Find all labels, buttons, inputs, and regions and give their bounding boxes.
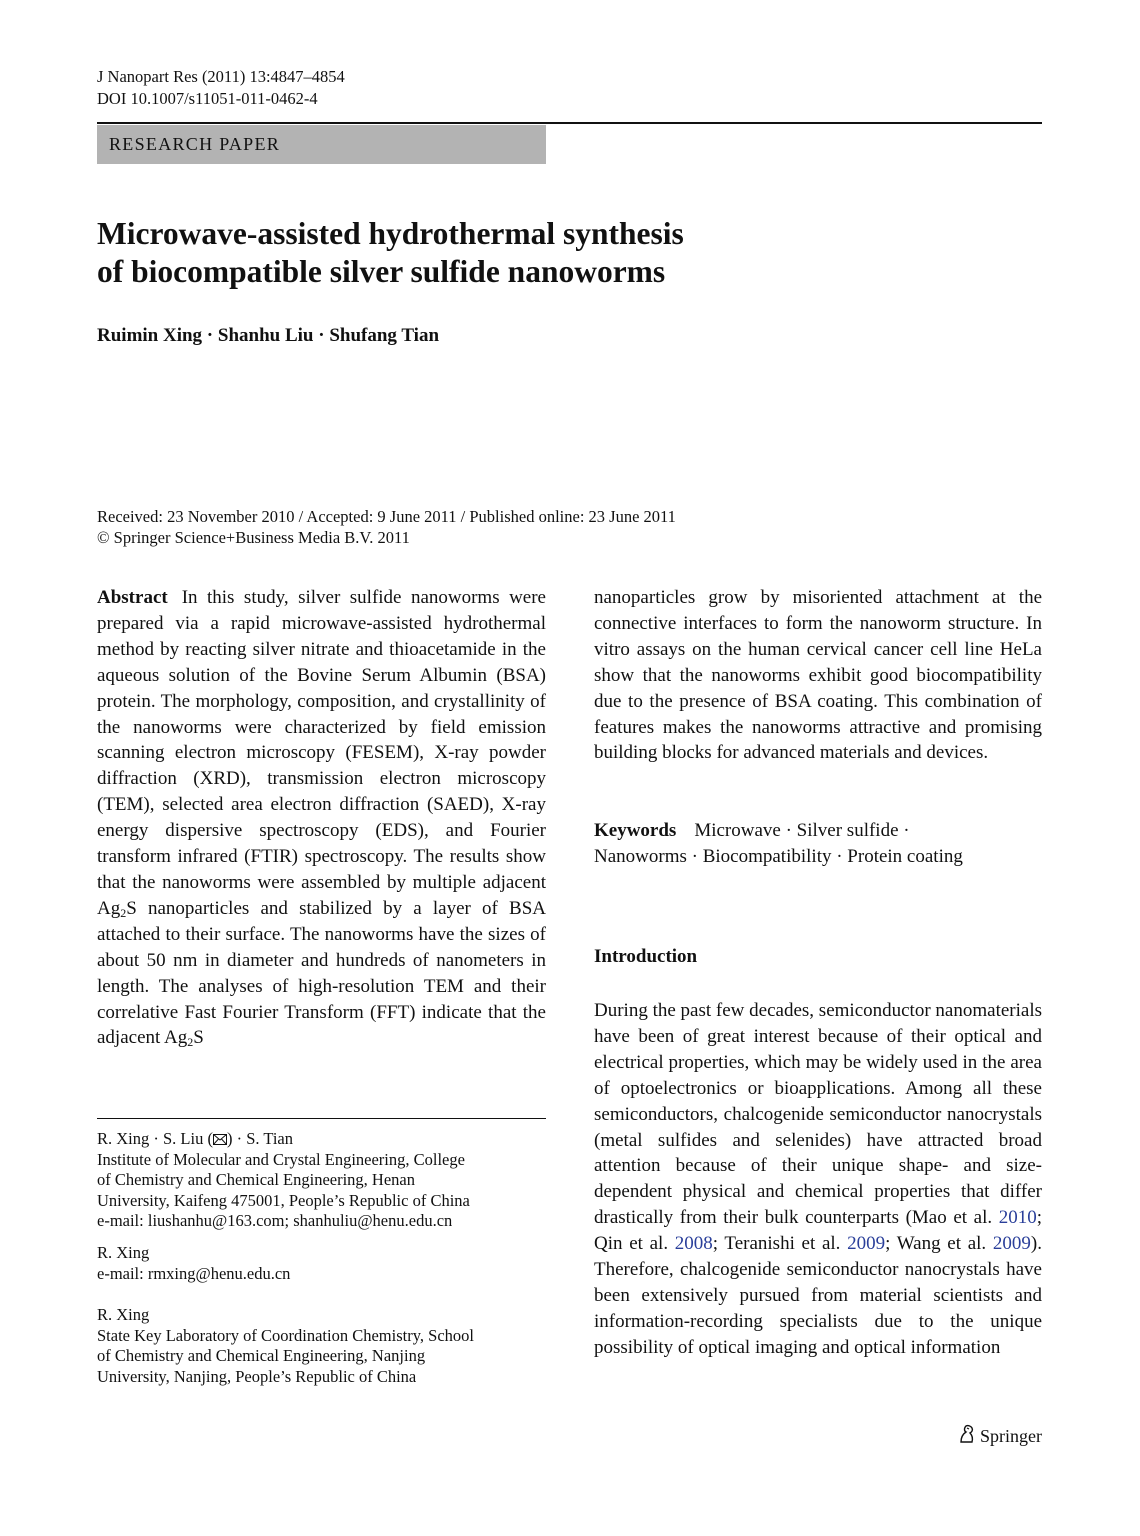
affiliation-line: University, Nanjing, People’s Republic of China: [97, 1366, 417, 1386]
keywords-label: Keywords: [594, 820, 677, 841]
publisher-name: Springer: [980, 1426, 1042, 1446]
publisher-logo: [958, 1424, 1042, 1449]
abstract-text: In this study, silver sulfide nanoworms were prepared via a rapid microwave-assisted hydrothermal method by reacting silver nitrate and thioacetamide in the aqueous solution of the Bovine Serum Albumin (BSA) protein. The morphology, composition, and crystallinity of the nanoworms were characterized by field emission scanning electron microscopy (FESEM), X-ray powder diffraction (XRD), transmission electron microscopy (TEM), selected area electron diffraction (SAED), X-ray energy dispersive spectroscopy (EDS), and Fourier transform infrared (FTIR) spectroscopy. The results show that the nanoworms were assembled by multiple adjacent Ag: [97, 587, 546, 919]
affiliation-line: of Chemistry and Chemical Engineering, Nanjing: [97, 1346, 426, 1365]
journal-header: [97, 66, 345, 110]
author-list: Ruimin Xing · Shanhu Liu · Shufang Tian: [97, 325, 440, 346]
article-type-banner: RESEARCH PAPER: [97, 125, 546, 164]
envelope-icon: [213, 1134, 227, 1145]
introduction-body: During the past few decades, semiconductor nanomaterials have been of great interest because of their optical and electrical properties, which may be widely used in the area of optoelectronics or bioapplications. Among all these semiconductors, chalcogenide semiconductor nanocrystals (metal sulfides and selenides) have attracted broad attention because of their unique shape- and size-dependent physical and chemical properties that differ drastically from their bulk counterparts (Mao et al. 2010; Qin et al. 2008; Teranishi et al. 2009; Wang et al. 2009). Therefore, chalcogenide semiconductor nanocrystals have been extensively pursued from material scientists and information-recording specialists due to the unique possibility of optical imaging and optical information: [594, 1000, 1042, 1358]
citation-link[interactable]: 2009: [847, 1233, 886, 1255]
footnote-rule: [97, 1118, 546, 1119]
abstract-text: nanoparticles grow by misoriented attachment at the connective interfaces to form the nanoworm structure. In vitro assays on the human cervical cancer cell line HeLa show that the nanoworms exhibit good biocompatibility due to the presence of BSA coating. This combination of features makes the nanoworms attractive and promising building blocks for advanced materials and devices.: [594, 587, 1042, 764]
header-rule: [97, 122, 1042, 124]
affiliation-line: Institute of Molecular and Crystal Engineering, College: [97, 1149, 465, 1169]
section-heading-introduction: Introduction: [594, 946, 698, 967]
email-line: e-mail: rmxing@henu.edu.cn: [97, 1263, 291, 1283]
affiliation-line: of Chemistry and Chemical Engineering, Henan: [97, 1170, 415, 1189]
citation-link[interactable]: 2008: [674, 1233, 713, 1255]
keywords-text: Nanoworms · Biocompatibility · Protein coating: [594, 845, 963, 867]
affiliation-names: R. Xing: [97, 1243, 150, 1262]
history-line: Received: 23 November 2010 / Accepted: 9 June 2011 / Published online: 23 June 2011: [97, 507, 676, 526]
affiliation-names: R. Xing: [97, 1305, 150, 1324]
abstract-label: Abstract: [97, 587, 168, 608]
email-line: e-mail: liushanhu@163.com; shanhuliu@henu.edu.cn: [97, 1211, 453, 1230]
paper-title: [97, 215, 857, 291]
citation-link[interactable]: 2010: [998, 1207, 1037, 1229]
journal-citation: J Nanopart Res (2011) 13:4847–4854: [97, 67, 345, 86]
springer-horse-icon: [958, 1424, 976, 1449]
affiliation-names: R. Xing · S. Liu ( ) · S. Tian: [97, 1129, 293, 1148]
subscript: 2: [120, 905, 127, 920]
abstract: [97, 585, 546, 1051]
affiliation-line: University, Kaifeng 475001, People’s Republic of China: [97, 1190, 470, 1210]
citation-link[interactable]: 2009: [992, 1233, 1031, 1255]
abstract-text: S: [193, 1027, 204, 1049]
keywords: [594, 818, 1042, 870]
abstract-continued: [594, 585, 1042, 766]
title-line: of biocompatible silver sulfide nanoworms: [97, 254, 666, 289]
copyright-line: © Springer Science+Business Media B.V. 2011: [97, 528, 410, 547]
publication-dates: [97, 506, 676, 548]
doi: DOI 10.1007/s11051-011-0462-4: [97, 89, 318, 108]
affiliation-3: [97, 1305, 546, 1387]
title-line: Microwave-assisted hydrothermal synthesis: [97, 216, 684, 251]
subscript: 2: [187, 1035, 194, 1050]
keywords-text: Microwave · Silver sulfide ·: [694, 820, 910, 841]
affiliation-2: [97, 1243, 546, 1284]
affiliation-1: [97, 1129, 546, 1232]
abstract-text: S nanoparticles and stabilized by a layer of BSA attached to their surface. The nanoworms have the sizes of about 50 nm in diameter and hundreds of nanometers in length. The analyses of high-resolution TEM and their correlative Fast Fourier Transform (FFT) indicate that the adjacent Ag: [97, 897, 546, 1049]
affiliation-line: State Key Laboratory of Coordination Chemistry, School: [97, 1325, 474, 1345]
